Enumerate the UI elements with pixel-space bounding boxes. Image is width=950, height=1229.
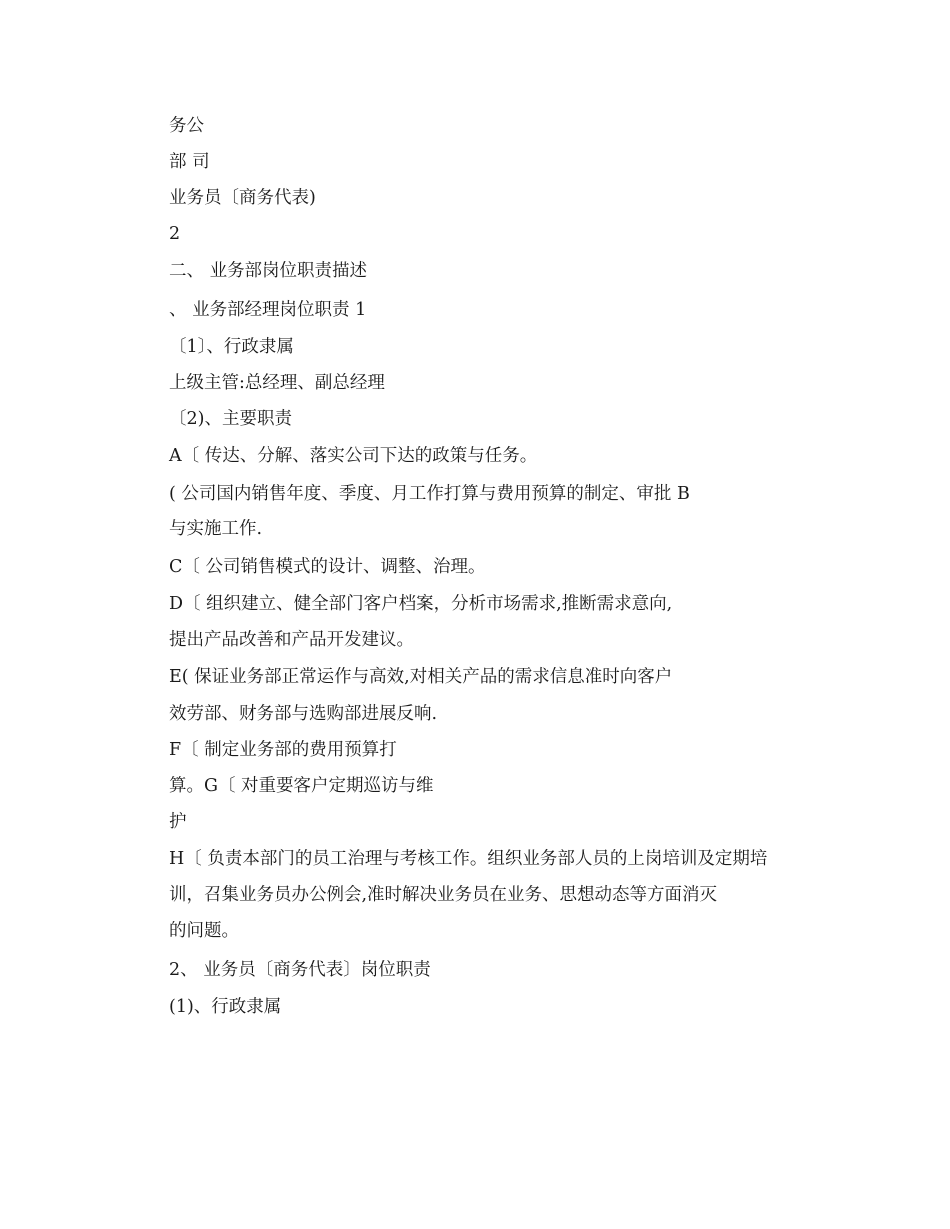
- duty-item: H〔 负责本部门的员工治理与考核工作。组织业务部人员的上岗培训及定期培: [169, 849, 768, 869]
- text-line: 上级主管:总经理、副总经理: [169, 373, 385, 393]
- subsection-heading: 、 业务部经理岗位职责 1: [169, 300, 367, 320]
- duty-item: C〔 公司销售模式的设计、调整、治理。: [169, 557, 486, 577]
- text-line: 〔1〕、行政隶属: [169, 337, 294, 357]
- duty-item: A〔 传达、分解、落实公司下达的政策与任务。: [169, 446, 538, 466]
- text-line: 业务员〔商务代表): [169, 188, 316, 208]
- subsection-heading: 2、 业务员〔商务代表〕岗位职责: [169, 960, 431, 980]
- section-heading: 二、 业务部岗位职责描述: [169, 261, 368, 281]
- text-line: 部 司: [169, 152, 210, 172]
- duty-item-continuation: 的问题。: [169, 921, 239, 941]
- duty-item: ( 公司国内销售年度、季度、月工作打算与费用预算的制定、审批 B: [169, 484, 690, 504]
- duty-item-continuation: 提出产品改善和产品开发建议。: [169, 630, 414, 650]
- duty-item: 算。G〔 对重要客户定期巡访与维: [169, 776, 434, 796]
- duty-item-continuation: 效劳部、财务部与选购部进展反响.: [169, 704, 438, 724]
- text-line: 〔2)、主要职责: [169, 409, 292, 429]
- duty-item: E( 保证业务部正常运作与高效,对相关产品的需求信息准时向客户: [169, 667, 673, 687]
- duty-item: D〔 组织建立、健全部门客户档案，分析市场需求,推断需求意向,: [169, 594, 673, 614]
- duty-item-continuation: 护: [169, 812, 187, 832]
- duty-item-continuation: 与实施工作.: [169, 519, 263, 539]
- duty-item-continuation: 训，召集业务员办公例会,准时解决业务员在业务、思想动态等方面消灭: [169, 885, 718, 905]
- text-line: 务公: [169, 116, 204, 136]
- text-line: 2: [169, 224, 181, 244]
- duty-item: F〔 制定业务部的费用预算打: [169, 740, 397, 760]
- text-line: (1)、行政隶属: [169, 997, 282, 1017]
